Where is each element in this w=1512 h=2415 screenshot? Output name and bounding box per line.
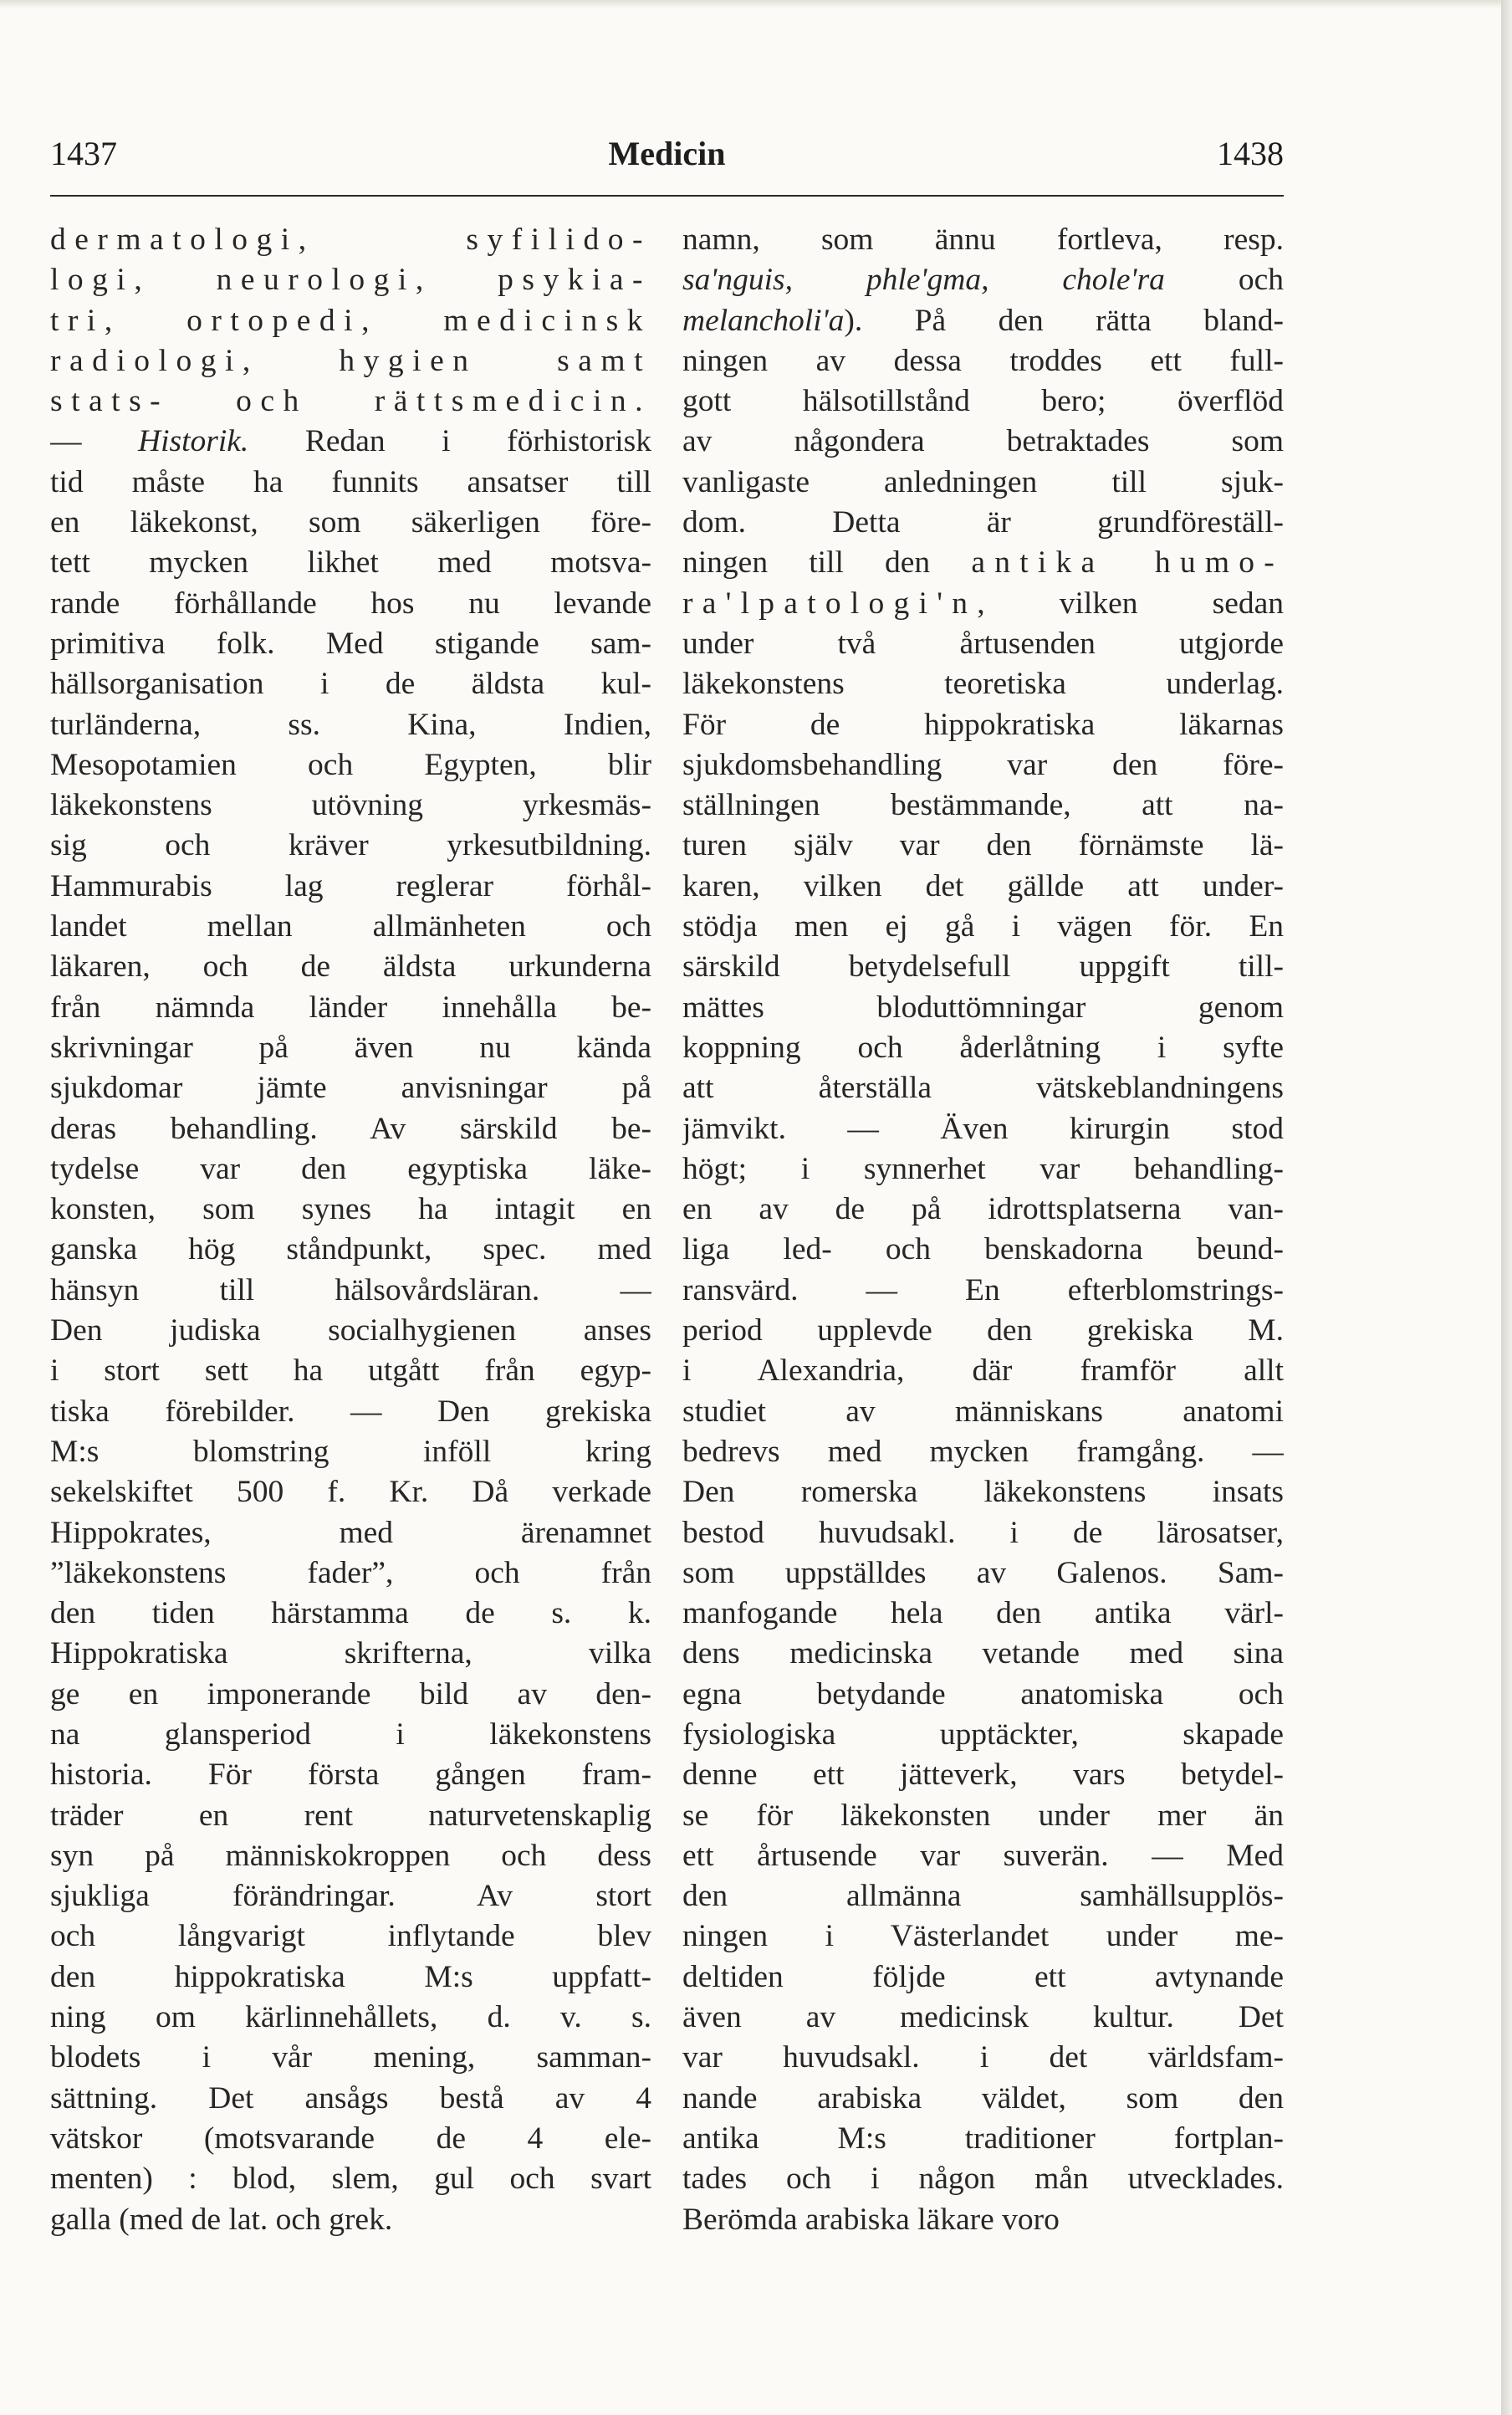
text-column-right [682, 220, 1284, 2353]
text-line: För de hippokratiska läkarnas [682, 707, 1284, 742]
text-line: radiologi, hygien samt [50, 343, 651, 378]
text-column-left [50, 220, 651, 2353]
text-line: dens medicinska vetande med sina [682, 1636, 1284, 1671]
text-line: na glansperiod i läkekonstens [50, 1717, 651, 1752]
text-line: nande arabiska väldet, som den [682, 2080, 1284, 2116]
text-line: blodets i vår mening, samman- [50, 2040, 651, 2075]
text-line: egna betydande anatomiska och [682, 1676, 1284, 1711]
text-line: antika M:s traditioner fortplan- [682, 2121, 1284, 2156]
text-line: ge en imponerande bild av den- [50, 1676, 651, 1711]
text-line: gott hälsotillstånd bero; överflöd [682, 384, 1284, 419]
text-line: tiska förebilder. — Den grekiska [50, 1394, 651, 1429]
text-line: konsten, som synes ha intagit en [50, 1192, 651, 1227]
text-line: deltiden följde ett avtynande [682, 1959, 1284, 1994]
spaced-term: antika humo- [971, 545, 1284, 581]
text-line: den hippokratiska M:s uppfatt- [50, 1959, 651, 1994]
text-line: läkekonstens teoretiska underlag. [682, 667, 1284, 702]
text-line: jämvikt. — Även kirurgin stod [682, 1111, 1284, 1146]
text-line: namn, som ännu fortleva, resp. [682, 223, 1284, 257]
text-line: dom. Detta är grundföreställ- [682, 505, 1284, 540]
text-line: ställningen bestämmande, att na- [682, 788, 1284, 823]
text-line: och långvarigt inflytande blev [50, 1919, 651, 1954]
text-line: landet mellan allmänheten och [50, 909, 651, 944]
text-line: hänsyn till hälsovårdsläran. — [50, 1272, 651, 1307]
text-line: vätskor (motsvarande de 4 ele- [50, 2121, 651, 2156]
text-line: logi, neurologi, psykia- [50, 263, 651, 298]
text-line: period upplevde den grekiska M. [682, 1313, 1284, 1348]
text-line: ningen i Västerlandet under me- [682, 1919, 1284, 1954]
spaced-term: ra'lpatologi'n [682, 586, 978, 621]
text-line: ransvärd. — En efterblomstrings- [682, 1272, 1284, 1307]
text-line: en av de på idrottsplatserna van- [682, 1192, 1284, 1227]
page-number-right: 1438 [1217, 135, 1284, 172]
text-line: Hippokrates, med ärenamnet [50, 1515, 651, 1550]
text-line: koppning och åderlåtning i syfte [682, 1030, 1284, 1065]
text-line: ningen av dessa troddes ett full- [682, 343, 1284, 378]
text-line: sig och kräver yrkesutbildning. [50, 828, 651, 863]
text-line: som uppställdes av Galenos. Sam- [682, 1555, 1284, 1590]
text-line: karen, vilken det gällde att under- [682, 868, 1284, 903]
text-line: tri, ortopedi, medicinsk [50, 303, 651, 338]
text-line: Den romerska läkekonstens insats [682, 1475, 1284, 1510]
text-line: ning om kärlinnehållets, d. v. s. [50, 2000, 651, 2035]
text-line: Hippokratiska skrifterna, vilka [50, 1636, 651, 1671]
text-line: tades och i någon mån utvecklades. [682, 2162, 1284, 2197]
italic-term: Historik. [138, 424, 249, 459]
text-line: den allmänna samhällsupplös- [682, 1879, 1284, 1914]
text-line: syn på människokroppen och dess [50, 1838, 651, 1873]
text-line: särskild betydelsefull uppgift till- [682, 949, 1284, 985]
text-line: Mesopotamien och Egypten, blir [50, 747, 651, 782]
text-line: sekelskiftet 500 f. Kr. Då verkade [50, 1475, 651, 1510]
text-line: manfogande hela den antika värl- [682, 1596, 1284, 1631]
text-line: turländerna, ss. Kina, Indien, [50, 707, 651, 742]
text-line: hällsorganisation i de äldsta kul- [50, 667, 651, 702]
text-line: Den judiska socialhygienen anses [50, 1313, 651, 1348]
text-line: se för läkekonsten under mer än [682, 1798, 1284, 1833]
text-line: en läkekonst, som säkerligen före- [50, 505, 651, 540]
text-line: sjukdomsbehandling var den före- [682, 747, 1284, 782]
text-line: sjukliga förändringar. Av stort [50, 1879, 651, 1914]
text-line: studiet av människans anatomi [682, 1394, 1284, 1429]
text-line: den tiden härstamma de s. k. [50, 1596, 651, 1631]
text-line: i stort sett ha utgått från egyp- [50, 1353, 651, 1389]
text-line: vanligaste anledningen till sjuk- [682, 464, 1284, 499]
text-line: läkekonstens utövning yrkesmäs- [50, 788, 651, 823]
text-line: denne ett jätteverk, vars betydel- [682, 1758, 1284, 1793]
page-top-edge [0, 0, 1501, 8]
text-line: deras behandling. Av särskild be- [50, 1111, 651, 1146]
text-line: mättes bloduttömningar genom [682, 990, 1284, 1025]
text-line: även av medicinsk kultur. Det [682, 2000, 1284, 2035]
page-right-edge [1501, 0, 1512, 2415]
italic-term: melancholi'a [682, 303, 845, 338]
text-line: stödja men ej gå i vägen för. En [682, 909, 1284, 944]
text-line: Hammurabis lag reglerar förhål- [50, 868, 651, 903]
text-line: bestod huvudsakl. i de lärosatser, [682, 1515, 1284, 1550]
text-line: stats- och rättsmedicin. [50, 384, 651, 419]
text-line: — Historik. Redan i förhistorisk [50, 424, 651, 459]
text-line: från nämnda länder innehålla be- [50, 990, 651, 1025]
text-line: tid måste ha funnits ansatser till [50, 464, 651, 499]
italic-term: sa'nguis, phle'gma, chole'ra [682, 263, 1165, 298]
text-line: turen själv var den förnämste lä- [682, 828, 1284, 863]
text-line: var huvudsakl. i det världsfam- [682, 2040, 1284, 2075]
text-line: galla (med de lat. och grek. [50, 2202, 393, 2237]
text-line: av någondera betraktades som [682, 424, 1284, 459]
header-rule [50, 195, 1284, 197]
text-line: tydelse var den egyptiska läke- [50, 1151, 651, 1186]
text-line: tett mycken likhet med motsva- [50, 545, 651, 581]
text-line: ningen till den antika humo- [682, 545, 1284, 581]
page-number-left: 1437 [50, 135, 117, 172]
text-line: ganska hög ståndpunkt, spec. med [50, 1232, 651, 1267]
text-line: melancholi'a). På den rätta bland- [682, 303, 1284, 338]
text-line: Berömda arabiska läkare voro [682, 2202, 1060, 2237]
text-line: läkaren, och de äldsta urkunderna [50, 949, 651, 985]
text-line: sjukdomar jämte anvisningar på [50, 1071, 651, 1106]
text-line: sa'nguis, phle'gma, chole'ra och [682, 263, 1284, 298]
text-line: ra'lpatologi'n, vilken sedan [682, 586, 1284, 621]
running-header [50, 134, 1284, 184]
text-line: sättning. Det ansågs bestå av 4 [50, 2080, 651, 2116]
text-line: skrivningar på även nu kända [50, 1030, 651, 1065]
text-line: rande förhållande hos nu levande [50, 586, 651, 621]
text-line: dermatologi, syfilido- [50, 223, 651, 257]
text-line: att återställa vätskeblandningens [682, 1071, 1284, 1106]
text-line: liga led- och benskadorna beund- [682, 1232, 1284, 1267]
text-line: menten) : blod, slem, gul och svart [50, 2162, 651, 2197]
text-line: primitiva folk. Med stigande sam- [50, 626, 651, 661]
text-line: högt; i synnerhet var behandling- [682, 1151, 1284, 1186]
text-line: M:s blomstring inföll kring [50, 1434, 651, 1469]
text-line: fysiologiska upptäckter, skapade [682, 1717, 1284, 1752]
text-line: i Alexandria, där framför allt [682, 1353, 1284, 1389]
text-line: historia. För första gången fram- [50, 1758, 651, 1793]
text-line: bedrevs med mycken framgång. — [682, 1434, 1284, 1469]
text-line: träder en rent naturvetenskaplig [50, 1798, 651, 1833]
text-line: ett årtusende var suverän. — Med [682, 1838, 1284, 1873]
text-line: ”läkekonstens fader”, och från [50, 1555, 651, 1590]
running-title: Medicin [608, 135, 726, 172]
text-line: under två årtusenden utgjorde [682, 626, 1284, 661]
